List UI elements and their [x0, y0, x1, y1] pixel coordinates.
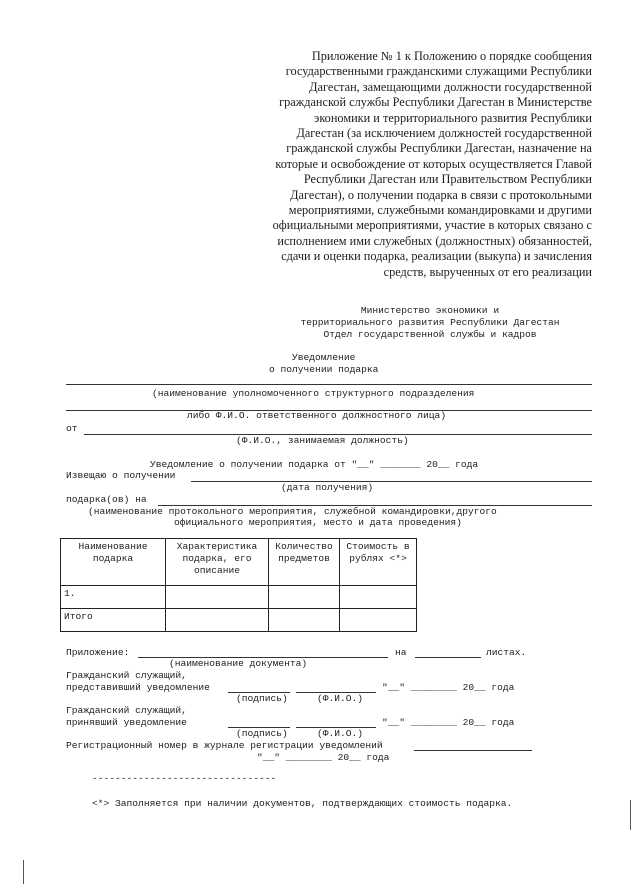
recipient-hint-2: либо Ф.И.О. ответственного должностного лица) [187, 410, 447, 421]
column-header-name: Наименование подарка [61, 539, 166, 586]
table-cell[interactable] [269, 586, 340, 609]
registration-number-line[interactable] [414, 750, 532, 751]
from-hint: (Ф.И.О., занимаемая должность) [236, 435, 409, 446]
scan-edge-mark [23, 860, 24, 884]
recipient-line-1[interactable] [66, 384, 592, 385]
registration-date: "__" ________ 20__ года [257, 752, 390, 763]
receipt-date-hint: (дата получения) [281, 482, 374, 493]
table-row-total [61, 609, 417, 632]
submitter-label-cont: представивший уведомление [66, 682, 210, 693]
event-hint-2: официального мероприятия, место и дата проведения) [174, 517, 462, 528]
table-cell[interactable]: Итого [61, 609, 166, 632]
receipt-date-line[interactable] [191, 481, 592, 482]
gift-label: подарка(ов) на [66, 494, 147, 505]
receiver-date: "__" ________ 20__ года [382, 717, 515, 728]
table-cell[interactable] [340, 586, 417, 609]
table-header-row [61, 539, 417, 586]
table-row [61, 586, 417, 609]
receiver-name-hint: (Ф.И.О.) [317, 728, 364, 739]
receiver-label-cont: принявший уведомление [66, 717, 187, 728]
notice-subtitle: о получении подарка [269, 364, 379, 375]
submitter-sign-hint: (подпись) [236, 693, 288, 704]
submitter-date: "__" ________ 20__ года [382, 682, 515, 693]
submitter-label: Гражданский служащий, [66, 670, 187, 681]
appendix-header: Приложение № 1 к Положению о порядке сообщения государственными гражданскими служащими Республики Дагестан, замещающими должности государственной гражданской службы Республики Дагестан в Министерстве экономики и территориального развития Республики Дагестан (за исключением должностей государственной гражданской службы Республики Дагестан, назначение на которые и освобождение от которых осуществляется Главой Республики Дагестан или Правительством Республики Дагестан), о получении подарка в связи с протокольными мероприятиями, служебными командировками и другими официальными мероприятиями, участие в которых связано с исполнением ими служебных (должностных) обязанностей, сдачи и оценки подарка, реализации (выкупа) и зачисления средств, вырученных от его реализации [272, 49, 592, 279]
event-hint-1: (наименование протокольного мероприятия, служебной командировки,другого [88, 506, 497, 517]
column-header-quantity: Количество предметов [269, 539, 340, 586]
table-cell[interactable] [340, 609, 417, 632]
recipient-hint-1: (наименование уполномоченного структурного подразделения [152, 388, 475, 399]
receiver-label: Гражданский служащий, [66, 705, 187, 716]
attachment-sheets-label: листах. [486, 647, 527, 658]
footnote-text: <*> Заполняется при наличии документов, подтверждающих стоимость подарка. [92, 798, 513, 809]
attachment-sheets-line[interactable] [415, 657, 481, 658]
table-cell[interactable] [166, 609, 269, 632]
receiver-sign-hint: (подпись) [236, 728, 288, 739]
notice-title: Уведомление [292, 352, 356, 363]
gifts-table [60, 538, 417, 632]
attachment-on-label: на [395, 647, 407, 658]
scan-edge-mark [630, 800, 631, 830]
column-header-description: Характеристика подарка, его описание [166, 539, 269, 586]
attachment-label: Приложение: [66, 647, 130, 658]
submitter-name-hint: (Ф.И.О.) [317, 693, 364, 704]
department-name: Отдел государственной службы и кадров [323, 329, 537, 340]
table-cell[interactable] [166, 586, 269, 609]
column-header-price: Стоимость в рублях <*> [340, 539, 417, 586]
footnote-separator: -------------------------------- [92, 773, 277, 784]
notice-date-line: Уведомление о получении подарка от "__" _______ 20__ года [150, 459, 479, 470]
registration-label: Регистрационный номер в журнале регистрации уведомлений [66, 740, 383, 751]
ministry-name-cont: территориального развития Республики Дагестан [300, 317, 560, 328]
from-label: от [66, 423, 78, 434]
table-cell[interactable]: 1. [61, 586, 166, 609]
ministry-name: Министерство экономики и [360, 305, 500, 316]
attachment-doc-hint: (наименование документа) [169, 658, 308, 669]
inform-label: Извещаю о получении [66, 470, 176, 481]
table-cell[interactable] [269, 609, 340, 632]
